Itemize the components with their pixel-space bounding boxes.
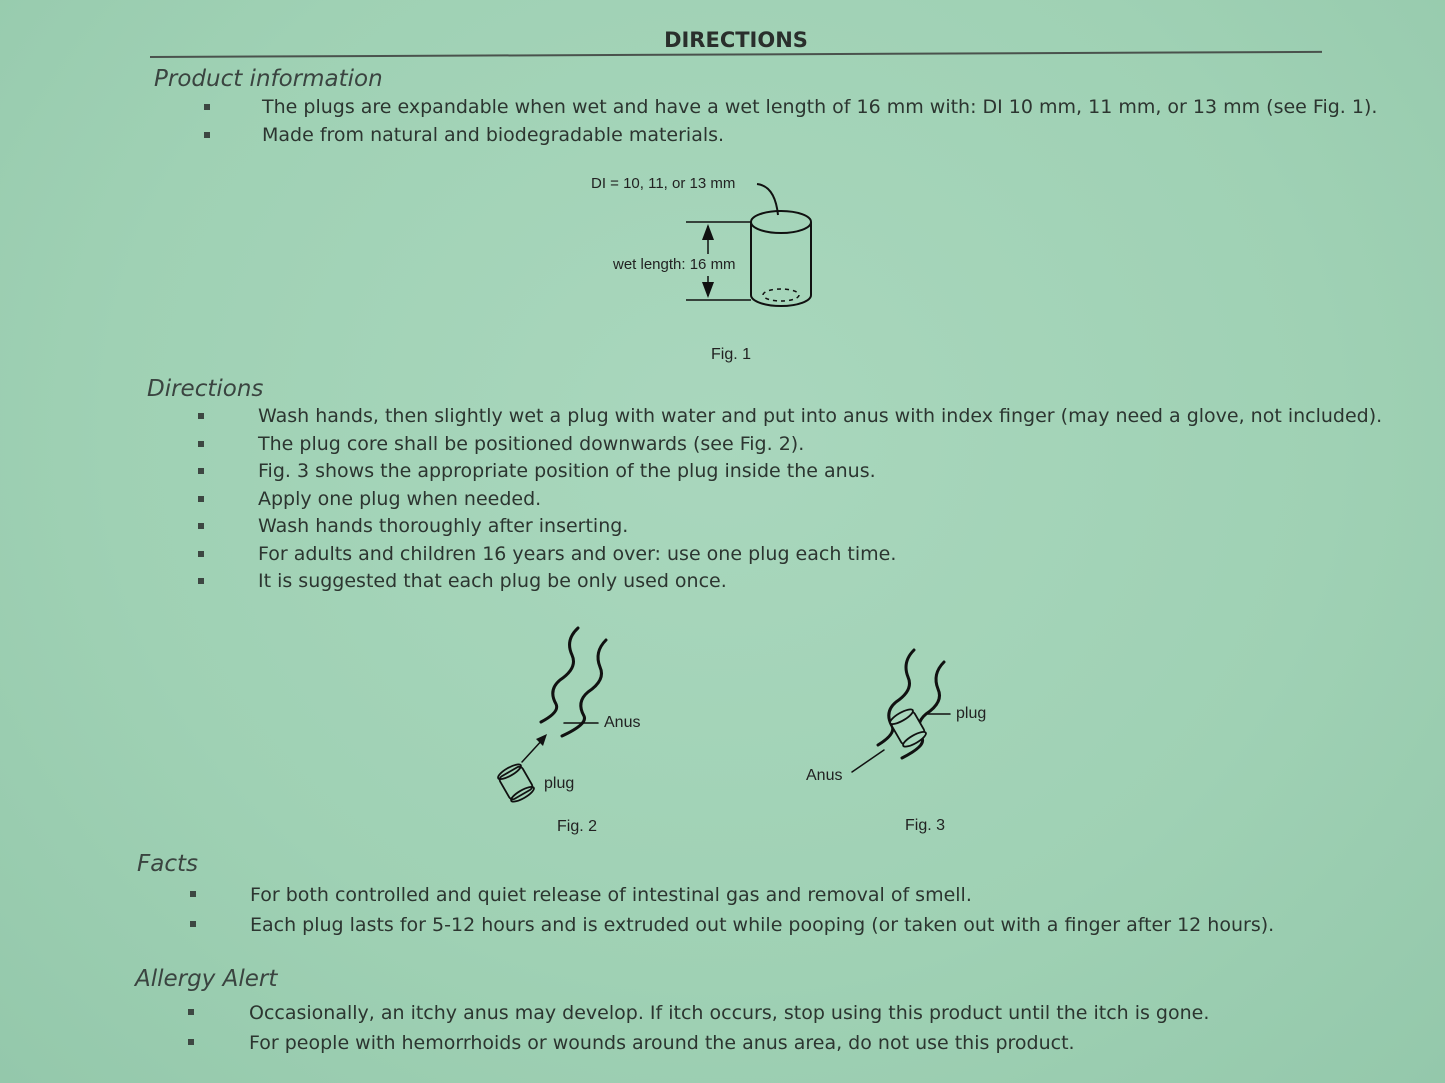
bullet bbox=[190, 891, 196, 897]
list-item: Fig. 3 shows the appropriate position of the plug inside the anus. bbox=[198, 458, 1382, 486]
list-item: Wash hands, then slightly wet a plug with water and put into anus with index finger (may need a glove, not included). bbox=[198, 403, 1382, 431]
fig3-anus-label: Anus bbox=[806, 767, 843, 784]
product-info-heading: Product information bbox=[154, 66, 383, 92]
facts-heading: Facts bbox=[137, 851, 198, 877]
fig2-plug-label: plug bbox=[544, 775, 575, 792]
document-title: DIRECTIONS bbox=[664, 28, 808, 52]
bullet bbox=[190, 921, 196, 927]
allergy-list bbox=[188, 998, 1209, 1058]
facts-list bbox=[190, 880, 1274, 940]
list-item: Occasionally, an itchy anus may develop. If itch occurs, stop using this product until the itch is gone. bbox=[188, 998, 1209, 1028]
fig2-caption: Fig. 2 bbox=[557, 818, 598, 835]
list-item: It is suggested that each plug be only used once. bbox=[198, 568, 1382, 596]
fig3-caption: Fig. 3 bbox=[905, 817, 946, 834]
fig1-length-label: wet length: 16 mm bbox=[613, 256, 736, 273]
list-item: Wash hands thoroughly after inserting. bbox=[198, 513, 1382, 541]
list-item: The plug core shall be positioned downwards (see Fig. 2). bbox=[198, 431, 1382, 459]
bullet bbox=[188, 1009, 194, 1015]
list-item: The plugs are expandable when wet and have a wet length of 16 mm with: DI 10 mm, 11 mm, or 13 mm (see Fig. 1). bbox=[204, 94, 1377, 122]
fig1-caption: Fig. 1 bbox=[711, 346, 752, 363]
fig2-anus-label: Anus bbox=[604, 714, 641, 731]
list-item: For adults and children 16 years and over: use one plug each time. bbox=[198, 541, 1382, 569]
list-item: For people with hemorrhoids or wounds around the anus area, do not use this product. bbox=[188, 1028, 1209, 1058]
fig3-plug-label: plug bbox=[956, 705, 987, 722]
list-item: For both controlled and quiet release of intestinal gas and removal of smell. bbox=[190, 880, 1274, 910]
allergy-heading: Allergy Alert bbox=[135, 966, 278, 992]
list-item: Apply one plug when needed. bbox=[198, 486, 1382, 514]
directions-heading: Directions bbox=[147, 376, 264, 402]
bullet bbox=[188, 1039, 194, 1045]
fig1-di-label: DI = 10, 11, or 13 mm bbox=[591, 175, 736, 192]
list-item: Made from natural and biodegradable materials. bbox=[204, 122, 1377, 150]
list-item: Each plug lasts for 5-12 hours and is extruded out while pooping (or taken out with a finger after 12 hours). bbox=[190, 910, 1274, 940]
